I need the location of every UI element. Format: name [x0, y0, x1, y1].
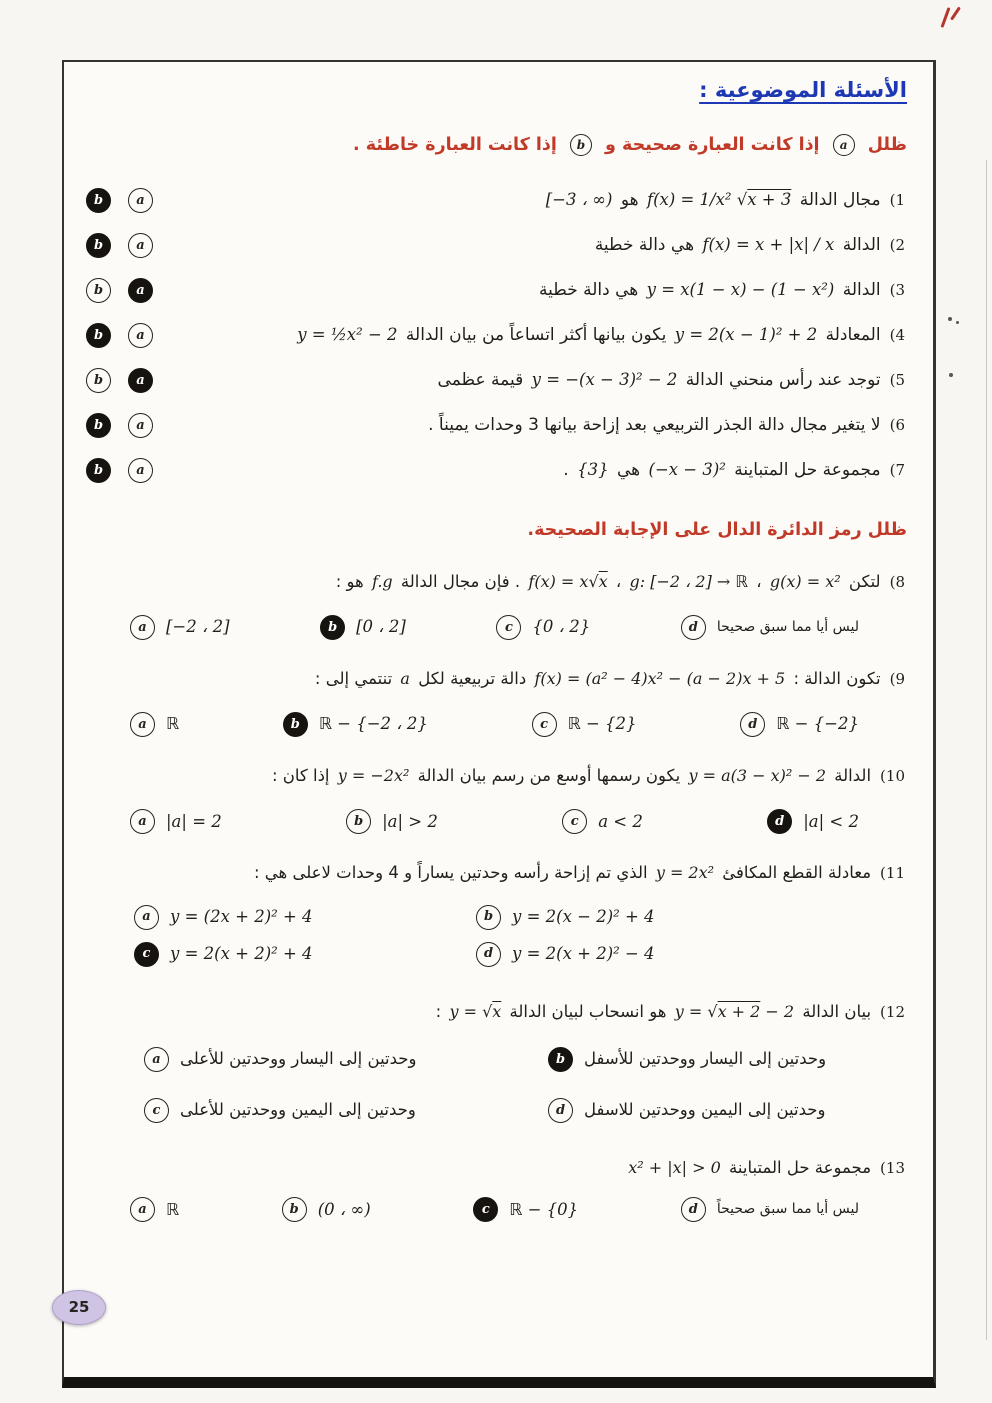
q13-option-d-circle[interactable]: d: [681, 1197, 706, 1222]
mc-question-12: [64, 1001, 933, 1123]
q12-options-row-1: [64, 1047, 933, 1072]
tf-question-1: [64, 178, 933, 223]
q9-option-d-label: ℝ − {−2}: [776, 714, 859, 734]
question-body: الدالة y = a(3 − x)² − 2 يكون رسمها أوسع من رسم بيان الدالة y = −2x² إذا كان :: [271, 766, 872, 786]
q11-option-d: [476, 942, 655, 967]
q12-option-b: [548, 1047, 826, 1072]
tf-6-bubble-a[interactable]: a: [128, 413, 153, 438]
q11-option-d-circle[interactable]: d: [476, 942, 501, 967]
tf-3-bubble-a[interactable]: a: [128, 278, 153, 303]
q8-option-d: [681, 615, 859, 640]
q11-option-b-circle[interactable]: b: [476, 905, 501, 930]
question-body: الدالة f(x) = x + |x| / x هي دالة خطية: [594, 235, 881, 255]
tf-6-answer-bubbles: [86, 413, 204, 438]
q8-option-b: [320, 615, 406, 640]
tf-1-bubble-a[interactable]: a: [128, 188, 153, 213]
tf-question-7: [64, 448, 933, 493]
q9-option-b-circle[interactable]: b: [283, 712, 308, 737]
q13-option-c-circle[interactable]: c: [473, 1197, 498, 1222]
q8-option-d-circle[interactable]: d: [681, 615, 706, 640]
q10-option-d-label: |a| < 2: [803, 811, 859, 831]
question-number: (7: [889, 461, 905, 479]
mc-question-9: [64, 668, 933, 737]
tf-5-text: [204, 369, 905, 392]
question-number: (4: [889, 326, 905, 344]
instruction-circle-b: b: [570, 134, 592, 156]
q13-option-c-label: ℝ − {0}: [509, 1199, 579, 1219]
q11-options-row-1: [64, 905, 933, 930]
q10-option-d: [767, 809, 859, 834]
tf-instruction: [64, 134, 907, 158]
q13-option-a-label: ℝ: [166, 1199, 180, 1219]
tf-6-bubble-b[interactable]: b: [86, 413, 111, 438]
tf-question-5: [64, 358, 933, 403]
q10-option-c-label: a < 2: [598, 811, 643, 831]
q8-options: [64, 615, 933, 640]
tf-5-bubble-b[interactable]: b: [86, 368, 111, 393]
tf-question-6: [64, 403, 933, 448]
q10-option-a-circle[interactable]: a: [130, 809, 155, 834]
q10-option-c-circle[interactable]: c: [562, 809, 587, 834]
q11-option-a: [134, 905, 476, 930]
tf-3-bubble-b[interactable]: b: [86, 278, 111, 303]
question-number: (12: [880, 1002, 905, 1021]
question-number: (1: [889, 191, 905, 209]
pen-dot-icon: [956, 321, 959, 324]
page-number-bubble: [52, 1290, 106, 1325]
question-body: مجموعة حل المتباينة (−x − 3)² هي {3} .: [563, 460, 881, 480]
q8-option-c: [496, 615, 590, 640]
tf-4-bubble-b[interactable]: b: [86, 323, 111, 348]
tf-instruction-suffix: إذا كانت العبارة خاطئة .: [353, 135, 557, 156]
q9-option-c-circle[interactable]: c: [532, 712, 557, 737]
tf-4-answer-bubbles: [86, 323, 204, 348]
q10-option-a: [130, 809, 222, 834]
q10-option-d-circle[interactable]: d: [767, 809, 792, 834]
question-body: مجال الدالة f(x) = 1/x² √x + 3 هو [−3 ، ∞): [545, 190, 881, 210]
q12-option-b-circle[interactable]: b: [548, 1047, 573, 1072]
q13-stem: [64, 1157, 933, 1179]
q12-stem: [64, 1001, 933, 1023]
question-number: (5: [889, 371, 905, 389]
pen-dot-icon: [948, 317, 952, 321]
q11-option-d-label: y = 2(x + 2)² − 4: [512, 944, 655, 964]
q9-option-b-label: ℝ − {−2 ، 2}: [318, 714, 428, 734]
q11-option-a-circle[interactable]: a: [134, 905, 159, 930]
question-body: لتكن g(x) = x² ، g: [−2 ، 2] → ℝ ، f(x) = x√x . فإن مجال الدالة f.g هو :: [335, 571, 881, 591]
mc-question-10: [64, 765, 933, 834]
tf-question-4: [64, 313, 933, 358]
question-number: (11: [880, 864, 905, 883]
q10-stem: [64, 765, 933, 787]
question-number: (6: [889, 416, 905, 434]
tf-1-bubble-b[interactable]: b: [86, 188, 111, 213]
tf-4-bubble-a[interactable]: a: [128, 323, 153, 348]
q12-options-row-2: [64, 1098, 933, 1123]
q9-option-d-circle[interactable]: d: [740, 712, 765, 737]
page-title: الأسئلة الموضوعية :: [699, 78, 907, 102]
tf-5-bubble-a[interactable]: a: [128, 368, 153, 393]
q10-option-a-label: |a| = 2: [166, 811, 222, 831]
question-number: (8: [889, 572, 905, 591]
q13-option-b-label: (0 ، ∞): [317, 1199, 371, 1219]
tf-2-answer-bubbles: [86, 233, 204, 258]
tf-7-text: [204, 459, 905, 482]
q8-option-b-label: [0 ، 2]: [356, 617, 406, 637]
tf-1-answer-bubbles: [86, 188, 204, 213]
question-body: معادلة القطع المكافئ y = 2x² الذي تم إزاحة رأسه وحدتين يساراً و 4 وحدات لاعلى هي :: [253, 863, 872, 883]
question-number: (9: [889, 669, 905, 688]
scan-edge-line: [986, 160, 987, 1340]
q11-option-a-label: y = (2x + 2)² + 4: [170, 907, 313, 927]
true-false-section: [64, 178, 933, 493]
q11-option-b: [476, 905, 655, 930]
mc-question-11: [64, 862, 933, 966]
q10-option-b: [346, 809, 438, 834]
question-body: بيان الدالة y = √x + 2 − 2 هو انسحاب لبيان الدالة y = √x :: [435, 1001, 872, 1021]
q11-option-c: [134, 942, 476, 967]
question-body: مجموعة حل المتباينة x² + |x| > 0: [628, 1157, 872, 1177]
q8-option-b-circle[interactable]: b: [320, 615, 345, 640]
pen-mark-red-icon: [940, 7, 950, 28]
tf-instruction-prefix: ظلل: [867, 135, 907, 156]
q12-option-a-label: وحدتين إلى اليسار ووحدتين للأعلى: [180, 1049, 417, 1069]
tf-question-2: [64, 223, 933, 268]
q8-stem: [64, 571, 933, 593]
q13-option-d-label: ليس أيا مما سبق صحيحاً: [716, 1201, 859, 1218]
q8-option-a-label: [−2 ، 2]: [166, 617, 230, 637]
q10-options: [64, 809, 933, 834]
q10-option-b-label: |a| > 2: [382, 811, 438, 831]
q13-option-b: [282, 1197, 371, 1222]
q11-option-b-label: y = 2(x − 2)² + 4: [512, 907, 655, 927]
q11-option-c-circle[interactable]: c: [134, 942, 159, 967]
question-number: (13: [880, 1158, 905, 1177]
q12-option-d: [548, 1098, 825, 1123]
tf-7-bubble-b[interactable]: b: [86, 458, 111, 483]
tf-6-text: [204, 414, 905, 437]
q12-option-c-circle[interactable]: c: [144, 1098, 169, 1123]
q12-option-c: [144, 1098, 548, 1123]
tf-2-bubble-a[interactable]: a: [128, 233, 153, 258]
question-body: الدالة y = x(1 − x) − (1 − x²) هي دالة خطية: [539, 280, 881, 300]
q13-option-c: [473, 1197, 578, 1222]
mc-question-8: [64, 571, 933, 640]
q9-options: [64, 712, 933, 737]
tf-2-bubble-b[interactable]: b: [86, 233, 111, 258]
q12-option-c-label: وحدتين إلى اليمين ووحدتين للأعلى: [180, 1100, 416, 1120]
pen-dot-icon: [949, 373, 953, 377]
q9-option-a-label: ℝ: [166, 714, 180, 734]
q13-option-a-circle[interactable]: a: [130, 1197, 155, 1222]
q10-option-b-circle[interactable]: b: [346, 809, 371, 834]
q13-options: [64, 1197, 933, 1222]
question-body: تكون الدالة : f(x) = (a² − 4)x² − (a − 2)x + 5 دالة تربيعية لكل a تنتمي إلى :: [314, 668, 881, 688]
q12-option-b-label: وحدتين إلى اليسار ووحدتين للأسفل: [584, 1049, 827, 1069]
tf-1-text: [204, 189, 905, 212]
page-number: 25: [68, 1298, 90, 1317]
q9-option-c: [532, 712, 637, 737]
question-number: (3: [889, 281, 905, 299]
q8-option-c-label: {0 ، 2}: [532, 617, 591, 637]
q8-option-a: [130, 615, 230, 640]
q12-option-a-circle[interactable]: a: [144, 1047, 169, 1072]
mc-instruction: ظلل رمز الدائرة الدال على الإجابة الصحيحة.: [527, 519, 907, 540]
q8-option-d-label: ليس أيا مما سبق صحيحا: [716, 618, 859, 635]
q10-option-c: [562, 809, 643, 834]
q12-option-d-circle[interactable]: d: [548, 1098, 573, 1123]
page-frame: [62, 60, 936, 1388]
q13-option-a: [130, 1197, 179, 1222]
mc-question-13: [64, 1157, 933, 1222]
q13-option-b-circle[interactable]: b: [282, 1197, 307, 1222]
tf-2-text: [204, 234, 905, 257]
tf-3-text: [204, 279, 905, 302]
q9-option-a-circle[interactable]: a: [130, 712, 155, 737]
tf-7-answer-bubbles: [86, 458, 204, 483]
q12-option-a: [144, 1047, 548, 1072]
question-number: (10: [880, 767, 905, 786]
q13-option-d: [681, 1197, 859, 1222]
q11-option-c-label: y = 2(x + 2)² + 4: [170, 944, 313, 964]
tf-instruction-middle: إذا كانت العبارة صحيحة و: [605, 135, 820, 156]
q11-stem: [64, 862, 933, 884]
q11-options-row-2: [64, 942, 933, 967]
pen-mark-red-icon: [950, 6, 961, 20]
q8-option-c-circle[interactable]: c: [496, 615, 521, 640]
q9-option-c-label: ℝ − {2}: [567, 714, 637, 734]
q9-option-d: [740, 712, 859, 737]
q8-option-a-circle[interactable]: a: [130, 615, 155, 640]
tf-3-answer-bubbles: [86, 278, 204, 303]
tf-4-text: [204, 324, 905, 347]
question-body: لا يتغير مجال دالة الجذر التربيعي بعد إزاحة بيانها 3 وحدات يميناً .: [428, 415, 881, 435]
tf-5-answer-bubbles: [86, 368, 204, 393]
question-body: توجد عند رأس منحني الدالة y = −(x − 3)² − 2 قيمة عظمى: [437, 370, 881, 390]
question-number: (2: [889, 236, 905, 254]
q9-stem: [64, 668, 933, 690]
q12-option-d-label: وحدتين إلى اليمين ووحدتين للاسفل: [584, 1100, 826, 1120]
q9-option-b: [283, 712, 428, 737]
q9-option-a: [130, 712, 179, 737]
question-body: المعادلة y = 2(x − 1)² + 2 يكون بيانها أكثر اتساعاً من بيان الدالة y = ½x² − 2: [297, 325, 881, 345]
tf-7-bubble-a[interactable]: a: [128, 458, 153, 483]
tf-question-3: [64, 268, 933, 313]
instruction-circle-a: a: [833, 134, 855, 156]
